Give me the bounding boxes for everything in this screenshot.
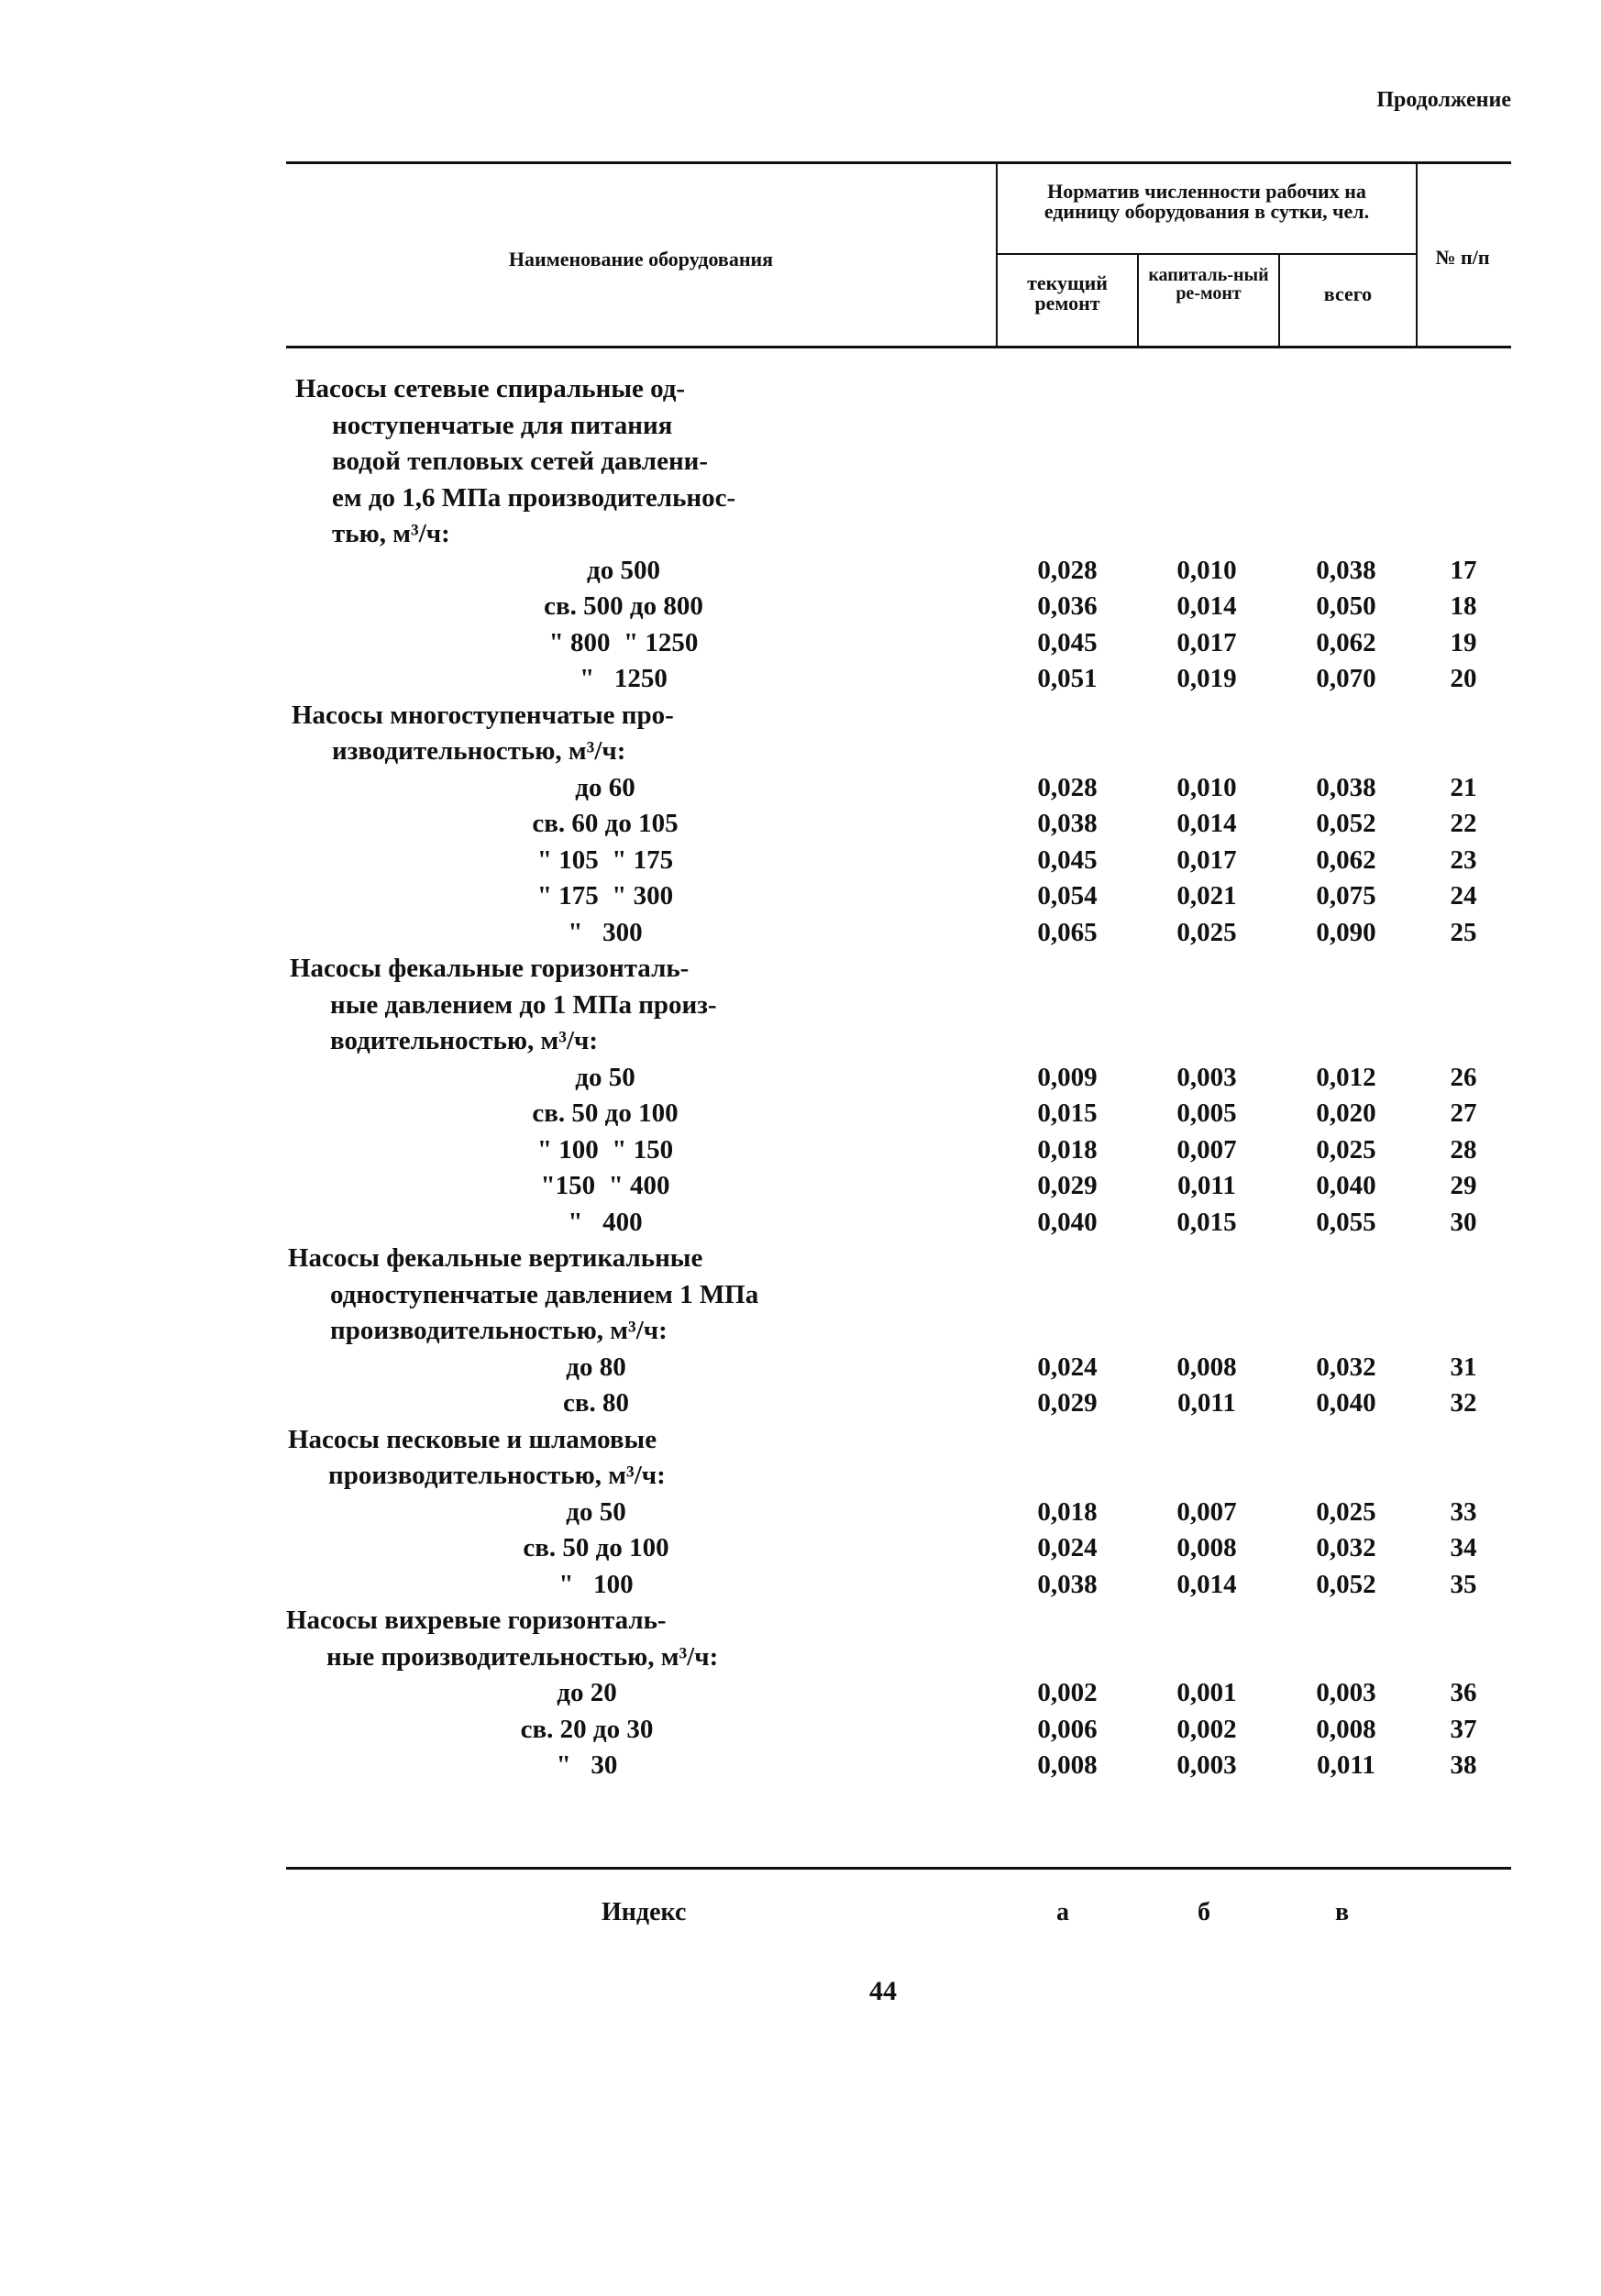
value-total: 0,008 — [1316, 1714, 1376, 1744]
value-total: 0,040 — [1316, 1171, 1376, 1200]
value-capital-repair: 0,014 — [1176, 1569, 1237, 1599]
value-current-repair: 0,038 — [1037, 1569, 1098, 1599]
table-bottom-rule — [286, 1867, 1511, 1870]
value-current-repair: 0,036 — [1037, 591, 1098, 621]
header-current-repair: текущий ремонт — [1027, 271, 1108, 315]
footer-index-a: а — [1056, 1898, 1069, 1926]
value-total: 0,055 — [1316, 1207, 1376, 1237]
value-total: 0,050 — [1316, 591, 1376, 621]
value-total: 0,040 — [1316, 1388, 1376, 1418]
footer-index-b: б — [1198, 1898, 1210, 1926]
value-current-repair: 0,018 — [1037, 1134, 1098, 1165]
row-number: 21 — [1450, 772, 1477, 802]
value-current-repair: 0,054 — [1037, 881, 1098, 911]
value-current-repair: 0,038 — [1037, 809, 1098, 838]
value-total: 0,011 — [1317, 1750, 1375, 1780]
range-label: " 800 " 1250 — [548, 627, 699, 657]
table-top-rule — [286, 161, 1511, 164]
value-capital-repair: 0,010 — [1176, 555, 1237, 585]
group-title-text: производительностью, м³/ч: — [328, 1461, 666, 1490]
value-current-repair: 0,024 — [1037, 1352, 1098, 1382]
value-total: 0,038 — [1316, 772, 1376, 802]
row-number: 17 — [1450, 555, 1477, 585]
header-group-rule — [996, 253, 1418, 255]
group-title-text: Насосы многоступенчатые про- — [292, 700, 674, 730]
continuation-label: Продолжение — [1376, 88, 1511, 112]
value-total: 0,020 — [1316, 1098, 1376, 1128]
group-title-text: Насосы песковые и шламовые — [288, 1424, 657, 1454]
header-bottom-rule — [286, 346, 1511, 348]
group-title-text: изводительностью, м³/ч: — [332, 736, 626, 766]
group-title-text: водой тепловых сетей давлени- — [332, 447, 709, 476]
range-label: св. 80 — [562, 1388, 630, 1418]
value-total: 0,070 — [1316, 664, 1376, 693]
group-title-text: Насосы вихревые горизонталь- — [286, 1606, 667, 1635]
range-label: " 100 " 150 — [536, 1134, 674, 1165]
range-label: до 80 — [566, 1352, 626, 1382]
range-label: св. 20 до 30 — [520, 1714, 654, 1744]
value-current-repair: 0,024 — [1037, 1533, 1098, 1562]
value-total: 0,062 — [1316, 844, 1376, 875]
group-title-text: ем до 1,6 МПа производительнос- — [332, 482, 736, 513]
range-label: св. 500 до 800 — [544, 591, 703, 621]
header-norm-group: Норматив численности рабочих на единицу оборудования в сутки, чел. — [1043, 180, 1370, 223]
group-title-text: ные давлением до 1 МПа произ- — [330, 989, 717, 1020]
row-number: 31 — [1450, 1352, 1477, 1382]
value-total: 0,075 — [1316, 881, 1376, 911]
value-capital-repair: 0,017 — [1176, 627, 1237, 657]
value-capital-repair: 0,007 — [1176, 1134, 1237, 1165]
value-capital-repair: 0,003 — [1176, 1062, 1237, 1092]
value-current-repair: 0,040 — [1037, 1207, 1098, 1237]
range-label: " 400 — [568, 1207, 643, 1237]
group-title-text: ные производительностью, м³/ч: — [326, 1641, 719, 1672]
value-current-repair: 0,045 — [1037, 844, 1098, 875]
group-title-text: водительностью, м³/ч: — [330, 1026, 599, 1055]
row-number: 29 — [1450, 1171, 1477, 1200]
value-current-repair: 0,018 — [1037, 1496, 1098, 1527]
header-capital-repair: капиталь-ный ре-монт — [1148, 265, 1269, 304]
range-label: " 30 — [556, 1750, 618, 1780]
range-label: " 300 — [568, 917, 643, 947]
footer-index-label: Индекс — [602, 1898, 687, 1926]
row-number: 30 — [1450, 1207, 1477, 1237]
value-total: 0,090 — [1316, 917, 1376, 947]
value-capital-repair: 0,011 — [1177, 1171, 1236, 1200]
value-total: 0,032 — [1316, 1352, 1376, 1382]
value-current-repair: 0,028 — [1037, 555, 1098, 585]
row-number: 24 — [1450, 881, 1477, 911]
value-total: 0,012 — [1316, 1062, 1376, 1092]
range-label: св. 60 до 105 — [532, 809, 679, 838]
value-capital-repair: 0,007 — [1176, 1496, 1237, 1527]
row-number: 36 — [1450, 1678, 1477, 1707]
value-capital-repair: 0,005 — [1176, 1098, 1237, 1128]
value-capital-repair: 0,010 — [1176, 772, 1237, 802]
group-title-text: одноступенчатые давлением 1 МПа — [330, 1279, 759, 1309]
group-title-text: Насосы фекальные вертикальные — [288, 1243, 703, 1273]
value-capital-repair: 0,017 — [1176, 844, 1237, 875]
row-number: 38 — [1450, 1750, 1477, 1780]
value-total: 0,052 — [1316, 1569, 1376, 1599]
value-total: 0,052 — [1316, 809, 1376, 838]
value-current-repair: 0,002 — [1037, 1678, 1098, 1707]
group-title-text: Насосы сетевые спиральные од- — [295, 374, 686, 403]
value-capital-repair: 0,008 — [1176, 1352, 1237, 1382]
value-total: 0,025 — [1316, 1496, 1376, 1527]
row-number: 37 — [1450, 1714, 1477, 1744]
header-name-column: Наименование оборудования — [508, 248, 774, 270]
value-current-repair: 0,006 — [1037, 1714, 1098, 1744]
value-capital-repair: 0,021 — [1176, 881, 1237, 911]
group-title-text: ноступенчатые для питания — [332, 410, 673, 440]
value-current-repair: 0,065 — [1037, 917, 1098, 947]
group-title-text: производительностью, м³/ч: — [330, 1316, 668, 1345]
range-label: св. 50 до 100 — [532, 1098, 679, 1128]
group-title-text: Насосы фекальные горизонталь- — [290, 954, 690, 983]
row-number: 32 — [1450, 1388, 1477, 1418]
value-capital-repair: 0,019 — [1176, 664, 1237, 693]
value-capital-repair: 0,011 — [1177, 1388, 1236, 1418]
row-number: 28 — [1450, 1134, 1477, 1165]
header-row-number: № п/п — [1435, 246, 1490, 269]
value-total: 0,062 — [1316, 627, 1376, 657]
value-capital-repair: 0,025 — [1176, 917, 1237, 947]
value-current-repair: 0,029 — [1037, 1388, 1098, 1418]
row-number: 22 — [1450, 809, 1477, 838]
range-label: до 50 — [575, 1062, 635, 1092]
value-current-repair: 0,029 — [1037, 1171, 1098, 1200]
value-total: 0,032 — [1316, 1533, 1376, 1562]
value-current-repair: 0,051 — [1037, 664, 1098, 693]
header-total: всего — [1323, 282, 1373, 305]
header-divider-capital — [1278, 253, 1280, 347]
row-number: 20 — [1450, 664, 1477, 693]
range-label: " 1250 — [580, 664, 668, 693]
range-label: до 60 — [575, 772, 635, 802]
row-number: 18 — [1450, 591, 1477, 621]
value-total: 0,003 — [1316, 1678, 1376, 1707]
row-number: 25 — [1450, 917, 1477, 947]
range-label: св. 50 до 100 — [523, 1533, 669, 1562]
row-number: 26 — [1450, 1062, 1477, 1092]
value-current-repair: 0,045 — [1037, 627, 1098, 657]
row-number: 19 — [1450, 627, 1477, 657]
range-label: " 175 " 300 — [536, 881, 674, 911]
value-capital-repair: 0,015 — [1176, 1207, 1237, 1237]
row-number: 35 — [1450, 1569, 1477, 1599]
value-capital-repair: 0,002 — [1176, 1714, 1237, 1744]
value-total: 0,038 — [1316, 555, 1376, 585]
value-current-repair: 0,028 — [1037, 772, 1098, 802]
value-current-repair: 0,015 — [1037, 1098, 1098, 1128]
header-divider-current — [1137, 253, 1139, 347]
value-capital-repair: 0,003 — [1176, 1750, 1237, 1780]
row-number: 23 — [1450, 844, 1477, 875]
value-capital-repair: 0,001 — [1176, 1678, 1237, 1707]
value-capital-repair: 0,008 — [1176, 1533, 1237, 1562]
value-current-repair: 0,009 — [1037, 1062, 1098, 1092]
value-capital-repair: 0,014 — [1176, 591, 1237, 621]
group-title-text: тью, м³/ч: — [332, 519, 450, 548]
value-current-repair: 0,008 — [1037, 1750, 1098, 1780]
row-number: 34 — [1450, 1533, 1477, 1562]
range-label: "150 " 400 — [540, 1171, 670, 1200]
value-capital-repair: 0,014 — [1176, 809, 1237, 838]
row-number: 33 — [1450, 1496, 1477, 1527]
row-number: 27 — [1450, 1098, 1477, 1128]
page-number: 44 — [869, 1976, 897, 2006]
value-total: 0,025 — [1316, 1134, 1376, 1165]
range-label: " 105 " 175 — [536, 844, 674, 875]
range-label: " 100 — [558, 1569, 634, 1599]
range-label: до 20 — [557, 1678, 617, 1707]
range-label: до 50 — [566, 1496, 626, 1527]
range-label: до 500 — [587, 555, 660, 585]
footer-index-c: в — [1335, 1898, 1350, 1926]
